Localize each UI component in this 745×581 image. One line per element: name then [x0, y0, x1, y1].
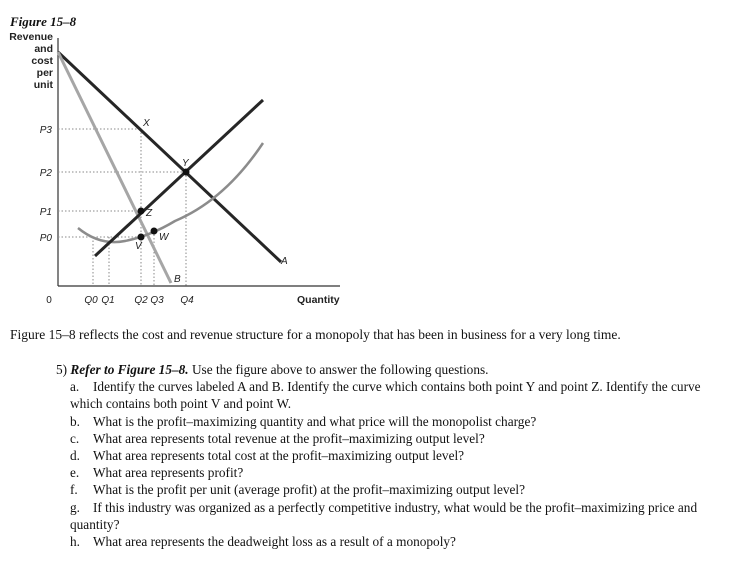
- label-w: W: [159, 232, 169, 243]
- x-axis-label: Quantity: [297, 294, 340, 306]
- point-z: [138, 208, 145, 215]
- y-axis-label-line: and: [34, 43, 53, 55]
- quantity-label-q2: Q2: [134, 295, 148, 306]
- item-text: Identify the curves labeled A and B. Identify the curve which contains both point Y and point Z. Identify the curve which contains both point V and point W.: [70, 379, 701, 412]
- question-item: [56, 533, 706, 550]
- item-text: If this industry was organized as a perfectly competitive industry, what would be the profit–maximizing price and quantity?: [70, 499, 698, 532]
- label-a: A: [281, 256, 288, 267]
- question-intro: Use the figure above to answer the following questions.: [191, 362, 489, 377]
- item-text: What area represents total revenue at the profit–maximizing output level?: [93, 430, 485, 446]
- question-ref: Refer to Figure 15–8.: [70, 362, 189, 377]
- label-v: V: [135, 241, 142, 252]
- point-y: [183, 169, 190, 176]
- item-label: e.: [70, 465, 80, 481]
- price-label-p1: P1: [39, 207, 52, 218]
- question-item: [56, 481, 706, 498]
- quantity-label-q4: Q4: [180, 295, 194, 306]
- y-axis-label-line: cost: [31, 55, 53, 67]
- y-axis-label-line: unit: [33, 79, 53, 91]
- question-item: [56, 378, 706, 412]
- item-label: d.: [70, 448, 80, 464]
- item-label: h.: [70, 534, 80, 550]
- question-block: [56, 361, 706, 550]
- y-axis-label-line: per: [36, 67, 53, 79]
- item-label: b.: [70, 413, 80, 429]
- question-item: [56, 499, 706, 533]
- item-label: a.: [70, 379, 80, 395]
- item-text: What area represents profit?: [93, 465, 244, 481]
- question-header: [56, 361, 706, 378]
- price-label-p3: P3: [39, 125, 52, 136]
- label-x: X: [143, 118, 150, 129]
- item-text: What is the profit per unit (average profit) at the profit–maximizing output level?: [93, 482, 526, 498]
- question-item: [56, 413, 706, 430]
- item-text: What is the profit–maximizing quantity and what price will the monopolist charge?: [93, 413, 537, 429]
- quantity-label-q1: Q1: [101, 295, 115, 306]
- origin-label: 0: [46, 295, 52, 306]
- question-item: [56, 464, 706, 481]
- label-z: Z: [146, 208, 153, 219]
- quantity-label-q0: Q0: [84, 295, 98, 306]
- item-label: c.: [70, 430, 80, 446]
- item-text: What area represents total cost at the profit–maximizing output level?: [93, 448, 465, 464]
- price-label-p0: P0: [39, 233, 52, 244]
- item-text: What area represents the deadweight loss as a result of a monopoly?: [93, 534, 456, 550]
- marginal-revenue-curve: [58, 52, 171, 283]
- question-number: 5): [56, 362, 68, 377]
- item-label: g.: [70, 499, 80, 515]
- label-b: B: [174, 274, 181, 285]
- y-axis-label-line: Revenue: [9, 31, 53, 43]
- price-label-p2: P2: [39, 168, 52, 179]
- figure-caption: Figure 15–8 reflects the cost and revenue structure for a monopoly that has been in business for a very long time.: [10, 327, 621, 342]
- point-w: [151, 228, 158, 235]
- quantity-label-q3: Q3: [150, 295, 164, 306]
- item-label: f.: [70, 482, 78, 498]
- question-item: [56, 447, 706, 464]
- label-y: Y: [182, 158, 189, 169]
- question-item: [56, 430, 706, 447]
- figure-title: Figure 15–8: [10, 14, 77, 29]
- demand-curve: [58, 52, 281, 262]
- point-v: [138, 234, 145, 241]
